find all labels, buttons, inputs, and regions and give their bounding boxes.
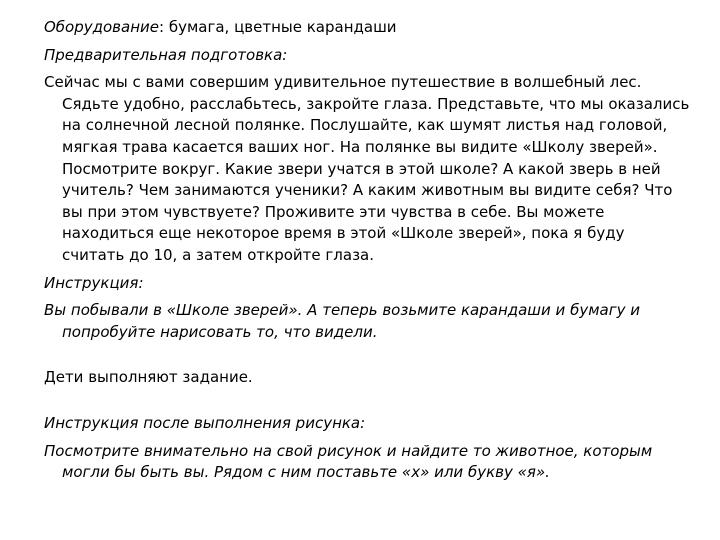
- instruction-text: Вы побывали в «Школе зверей». А теперь возьмите карандаши и бумагу и попробуйте нарисовать то, что видели.: [44, 301, 640, 341]
- equipment-line: [44, 17, 690, 39]
- after-drawing-text: Посмотрите внимательно на свой рисунок и найдите то животное, которым могли бы быть вы. Рядом с ним поставьте «х» или букву «я».: [44, 441, 653, 482]
- equipment-label: Оборудование: [44, 18, 159, 36]
- equipment-text: : бумага, цветные карандаши: [159, 18, 397, 36]
- task-text: Дети выполняют задание.: [44, 368, 253, 387]
- after-drawing-heading: Инструкция после выполнения рисунка:: [44, 413, 366, 432]
- preparation-text: Сейчас мы с вами совершим удивительное путешествие в волшебный лес. Сядьте удобно, расслабьтесь, закройте глаза. Представьте, что мы оказались на солнечной лесной полянке. Послушайте, как шумят листья над головой, мягкая трава касается ваших ног. На полянке вы видите «Школу зверей». Посмотрите вокруг. Какие звери учатся в этой школе? А какой зверь в ней учитель? Чем занимаются ученики? А каким животным вы видите себя? Что вы при этом чувствуете? Проживите эти чувства в себе. Вы можете находиться еще некоторое время в этой «Школе зверей», пока я буду считать до 10, а затем откройте глаза.: [44, 73, 690, 264]
- preparation-heading: Предварительная подготовка:: [44, 45, 288, 64]
- instruction-heading: Инструкция:: [44, 273, 144, 292]
